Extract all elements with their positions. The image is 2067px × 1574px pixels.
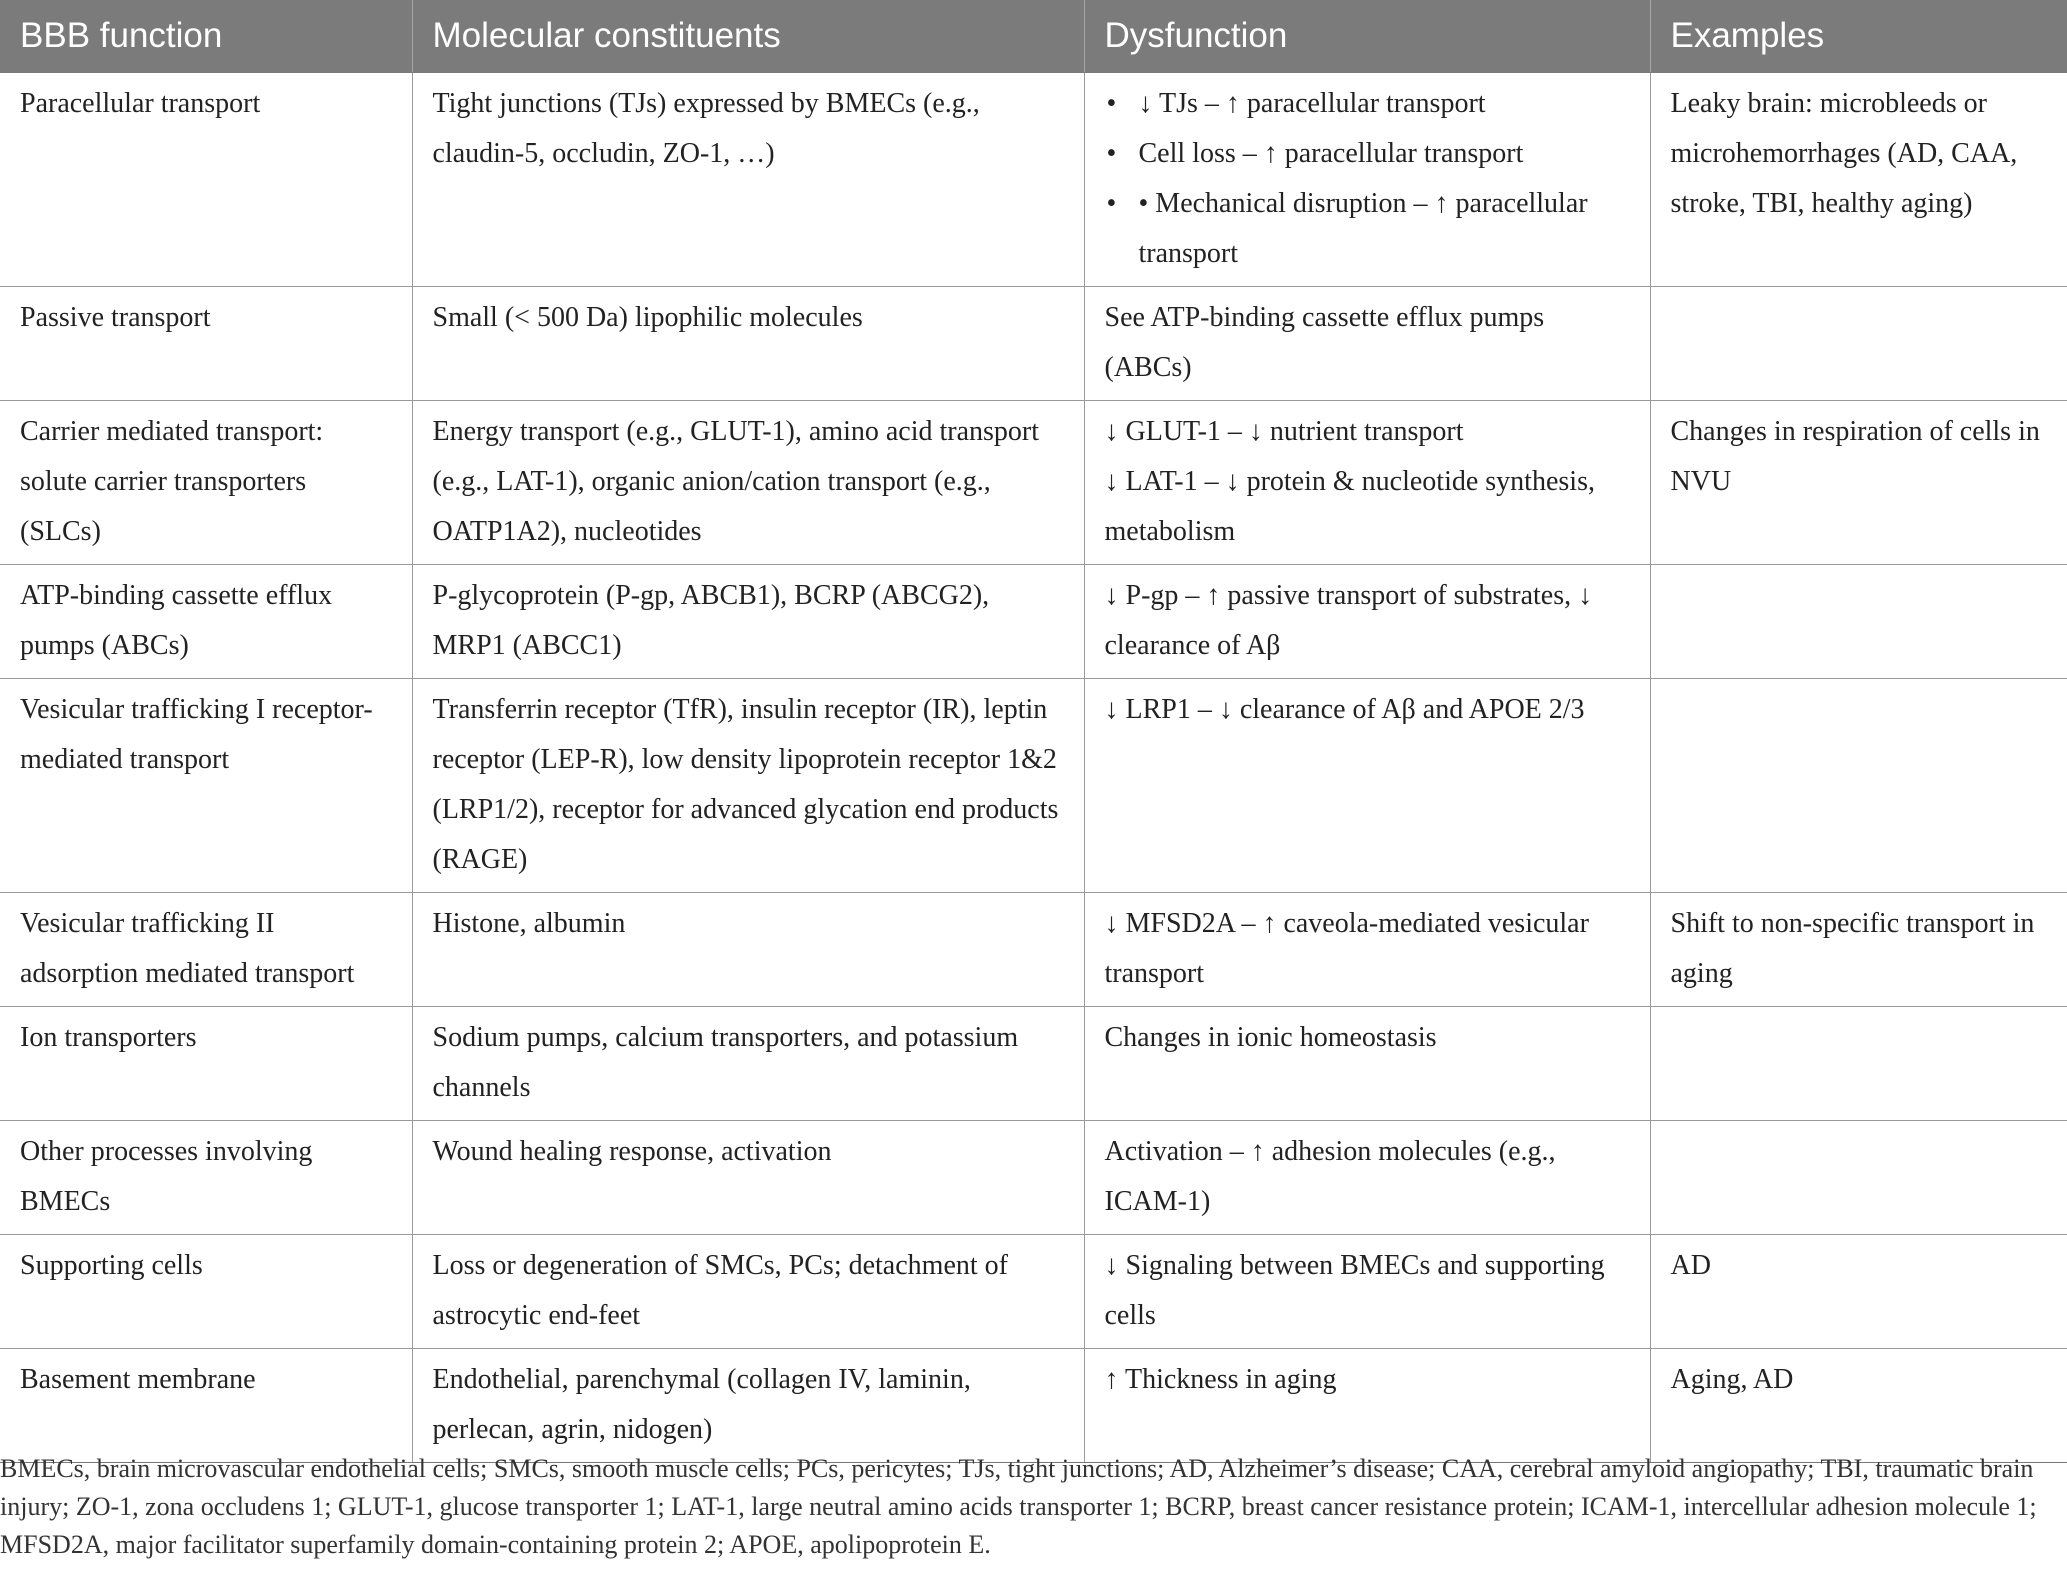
table-row <box>0 893 2067 1007</box>
cell-dysfunction: ↓ LRP1 – ↓ clearance of Aβ and APOE 2/3 <box>1084 679 1650 893</box>
cell-function: Vesicular trafficking II adsorption mediated transport <box>0 893 412 1007</box>
cell-examples <box>1650 1007 2067 1121</box>
cell-examples: Shift to non-specific transport in aging <box>1650 893 2067 1007</box>
table-row <box>0 1007 2067 1121</box>
cell-constituents: Tight junctions (TJs) expressed by BMECs (e.g., claudin-5, occludin, ZO-1, …) <box>412 73 1084 287</box>
table-row <box>0 73 2067 287</box>
cell-constituents: Transferrin receptor (TfR), insulin receptor (IR), leptin receptor (LEP-R), low density lipoprotein receptor 1&2 (LRP1/2), receptor for advanced glycation end products (RAGE) <box>412 679 1084 893</box>
cell-constituents: Histone, albumin <box>412 893 1084 1007</box>
dysfunction-bullet-item: • • Mechanical disruption – ↑ paracellular transport <box>1105 179 1630 279</box>
cell-constituents: P-glycoprotein (P-gp, ABCB1), BCRP (ABCG2), MRP1 (ABCC1) <box>412 565 1084 679</box>
table-row <box>0 679 2067 893</box>
cell-constituents: Loss or degeneration of SMCs, PCs; detachment of astrocytic end-feet <box>412 1235 1084 1349</box>
cell-function: Supporting cells <box>0 1235 412 1349</box>
table-row <box>0 401 2067 565</box>
cell-constituents: Sodium pumps, calcium transporters, and potassium channels <box>412 1007 1084 1121</box>
cell-examples: AD <box>1650 1235 2067 1349</box>
table-row <box>0 1349 2067 1463</box>
cell-dysfunction <box>1084 73 1650 287</box>
dysfunction-bullet-item: • Cell loss – ↑ paracellular transport <box>1105 129 1630 179</box>
table-row <box>0 1121 2067 1235</box>
cell-dysfunction: ↓ MFSD2A – ↑ caveola-mediated vesicular transport <box>1084 893 1650 1007</box>
cell-function: Basement membrane <box>0 1349 412 1463</box>
table-row <box>0 287 2067 401</box>
cell-function: Ion transporters <box>0 1007 412 1121</box>
table-body <box>0 73 2067 1463</box>
cell-constituents: Energy transport (e.g., GLUT-1), amino acid transport (e.g., LAT-1), organic anion/cation transport (e.g., OATP1A2), nucleotides <box>412 401 1084 565</box>
cell-examples <box>1650 1121 2067 1235</box>
header-examples: Examples <box>1650 0 2067 73</box>
table-footnote: BMECs, brain microvascular endothelial cells; SMCs, smooth muscle cells; PCs, pericytes; TJs, tight junctions; AD, Alzheimer’s disease; CAA, cerebral amyloid angiopathy; TBI, traumatic brain injury; ZO-1, zona occludens 1; GLUT-1, glucose transporter 1; LAT-1, large neutral amino acids transporter 1; BCRP, breast cancer resistance protein; ICAM-1, intercellular adhesion molecule 1; MFSD2A, major facilitator superfamily domain-containing protein 2; APOE, apolipoprotein E. <box>0 1454 2037 1559</box>
header-row <box>0 0 2067 73</box>
cell-dysfunction: Activation – ↑ adhesion molecules (e.g., ICAM-1) <box>1084 1121 1650 1235</box>
cell-examples: Aging, AD <box>1650 1349 2067 1463</box>
cell-constituents: Small (< 500 Da) lipophilic molecules <box>412 287 1084 401</box>
cell-dysfunction: Changes in ionic homeostasis <box>1084 1007 1650 1121</box>
cell-examples <box>1650 565 2067 679</box>
header-dysfunction: Dysfunction <box>1084 0 1650 73</box>
cell-function: Carrier mediated transport: solute carrier transporters (SLCs) <box>0 401 412 565</box>
cell-examples: Changes in respiration of cells in NVU <box>1650 401 2067 565</box>
cell-dysfunction: ↓ P-gp – ↑ passive transport of substrates, ↓ clearance of Aβ <box>1084 565 1650 679</box>
cell-function: Vesicular trafficking I receptor-mediated transport <box>0 679 412 893</box>
table-row <box>0 1235 2067 1349</box>
cell-dysfunction: ↓ Signaling between BMECs and supporting cells <box>1084 1235 1650 1349</box>
cell-constituents: Endothelial, parenchymal (collagen IV, laminin, perlecan, agrin, nidogen) <box>412 1349 1084 1463</box>
cell-examples: Leaky brain: microbleeds or microhemorrhages (AD, CAA, stroke, TBI, healthy aging) <box>1650 73 2067 287</box>
header-molecular-constituents: Molecular constituents <box>412 0 1084 73</box>
cell-dysfunction: ↑ Thickness in aging <box>1084 1349 1650 1463</box>
dysfunction-bullet-item: • ↓ TJs – ↑ paracellular transport <box>1105 79 1630 129</box>
header-bbb-function: BBB function <box>0 0 412 73</box>
dysfunction-line: ↓ LAT-1 – ↓ protein & nucleotide synthesis, metabolism <box>1104 466 1595 547</box>
dysfunction-bullet-list <box>1105 79 1630 279</box>
cell-function: Passive transport <box>0 287 412 401</box>
cell-dysfunction: See ATP-binding cassette efflux pumps (ABCs) <box>1084 287 1650 401</box>
cell-dysfunction <box>1084 401 1650 565</box>
cell-function: Other processes involving BMECs <box>0 1121 412 1235</box>
cell-examples <box>1650 287 2067 401</box>
cell-constituents: Wound healing response, activation <box>412 1121 1084 1235</box>
table-row <box>0 565 2067 679</box>
cell-function: Paracellular transport <box>0 73 412 287</box>
dysfunction-line: ↓ GLUT-1 – ↓ nutrient transport <box>1104 416 1464 447</box>
cell-function: ATP-binding cassette efflux pumps (ABCs) <box>0 565 412 679</box>
cell-examples <box>1650 679 2067 893</box>
table-header <box>0 0 2067 73</box>
